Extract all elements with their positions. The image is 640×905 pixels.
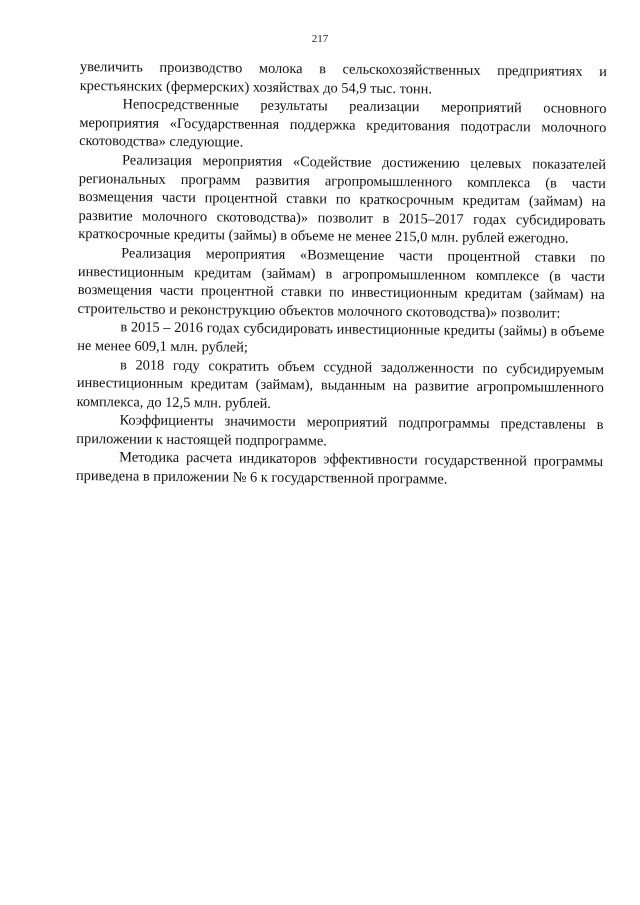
paragraph-significance-coefficients: Коэффициенты значимости мероприятий подпрограммы представлены в приложении к настоящей подпрограмме. (76, 412, 604, 450)
page-number: 217 (311, 33, 329, 45)
paragraph-investment-credits: Реализация мероприятия «Возмещение части процентной ставки по инвестиционным кредитам (займам) в агропромышленном комплексе (в части возмещения части процентной ставки по инвестиционным кредитам (займам) на строительство и реконструкцию объектов молочного скотоводства)» позволит: (77, 245, 606, 322)
paragraph-direct-results: Непосредственные результаты реализации мероприятий основного мероприятия «Государственная поддержка кредитования подотрасли молочного скотоводства» следующие. (79, 96, 607, 151)
paragraph-milk-production: увеличить производство молока в сельскохозяйственных предприятиях и крестьянских (фермерских) хозяйствах до 54,9 тыс. тонн. (79, 58, 607, 97)
paragraph-2018-debt-reduction: в 2018 году сократить объем ссудной задолженности по субсидируемым инвестиционным кредитам (займам), выданным на развитие агропромышленного комплекса, до 12,5 млн. рублей. (76, 356, 605, 412)
document-body (76, 58, 607, 491)
paragraph-2015-2016-subsidy: в 2015 – 2016 годах субсидировать инвестиционные кредиты (займы) в объеме не менее 609,1 млн. рублей; (77, 319, 605, 356)
paragraph-short-term-credits: Реализация мероприятия «Содействие достижению целевых показателей региональных программ развития агропромышленного комплекса (в части возмещения части процентной ставки по краткосрочным кредитам (займам) на развитие молочного скотоводства)» позволит в 2015–2017 годах субсидировать краткосрочные кредиты (займы) в объеме не менее 215,0 млн. рублей ежегодно. (78, 152, 607, 248)
paragraph-methodology: Методика расчета индикаторов эффективности государственной программы приведена в приложении № 6 к государственной программе. (75, 449, 604, 488)
